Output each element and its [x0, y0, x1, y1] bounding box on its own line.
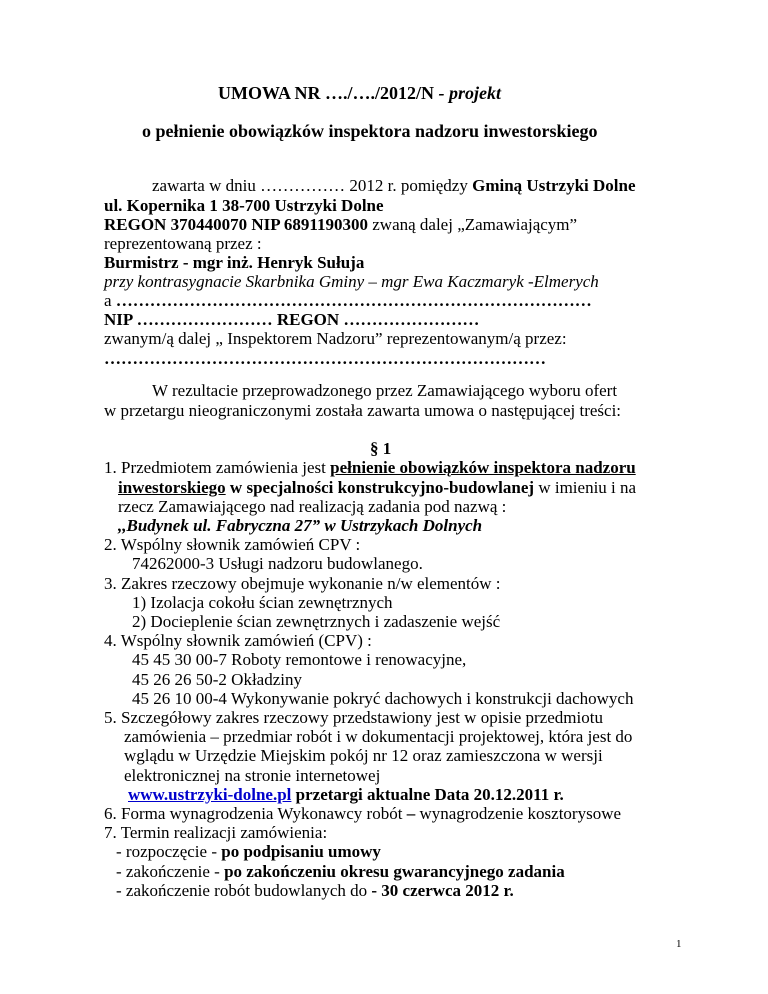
document-title	[218, 83, 501, 103]
subtitle-text: o pełnienie obowiązków inspektora nadzoru inwestorskiego	[142, 121, 598, 141]
cpv-code-2: 45 26 26 50-2 Okładziny	[132, 670, 302, 689]
item-5-line-2: zamówienia – przedmiar robót i w dokumentacji projektowej, która jest do	[124, 727, 633, 746]
website-link[interactable]: www.ustrzyki-dolne.pl	[128, 785, 292, 804]
regon-nip-line	[104, 215, 577, 235]
contractor-line	[104, 291, 592, 311]
contractor-blank: …………………………………………………………………………	[115, 291, 592, 310]
term-start-value: po podpisaniu umowy	[221, 842, 381, 861]
item-1-line-3: rzecz Zamawiającego nad realizacją zadania pod nazwą :	[118, 497, 507, 516]
regon-nip: REGON 370440070 NIP 6891190300	[104, 215, 368, 234]
item-6-dash: –	[406, 804, 416, 823]
document-subtitle	[142, 121, 598, 141]
represented-by: reprezentowaną przez :	[104, 234, 262, 253]
title-suffix: - projekt	[434, 83, 501, 103]
date-line-text: zawarta w dniu …………… 2012 r. pomiędzy	[152, 176, 473, 195]
section-heading-text: § 1	[370, 439, 392, 458]
item-1-line-1	[104, 458, 636, 478]
item-5-line-4: elektronicznej na stronie internetowej	[124, 766, 381, 785]
task-name	[118, 516, 482, 536]
term-end-value: po zakończeniu okresu gwarancyjnego zadania	[224, 862, 565, 881]
countersign-line	[104, 272, 599, 292]
page-number: 1	[676, 938, 682, 950]
item-1-intro: 1. Przedmiotem zamówienia jest	[104, 458, 331, 477]
item-5-line-5	[128, 785, 564, 805]
term-end-label: - zakończenie -	[116, 862, 225, 881]
address-text: ul. Kopernika 1 38-700 Ustrzyki Dolne	[104, 196, 384, 215]
nip-regon-blank	[104, 310, 479, 330]
item-2: 2. Wspólny słownik zamówień CPV :	[104, 535, 361, 554]
representative-blank	[104, 349, 546, 369]
and-text: a	[104, 291, 116, 310]
cpv-code-3: 45 26 10 00-4 Wykonywanie pokryć dachowych i konstrukcji dachowych	[132, 689, 634, 708]
intro-line-1: W rezultacie przeprowadzonego przez Zamawiającego wyboru ofert	[152, 381, 618, 400]
item-6-tail: wynagrodzenie kosztorysowe	[415, 804, 622, 823]
item-1-subject-cont: inwestorskiego	[118, 478, 226, 497]
term-end	[116, 862, 565, 882]
inspector-designation: zwanym/ą dalej „ Inspektorem Nadzoru” reprezentowanym/ą przez:	[104, 329, 567, 348]
item-7: 7. Termin realizacji zamówienia:	[104, 823, 328, 842]
term-start-label: - rozpoczęcie -	[116, 842, 222, 861]
intro-line-2: w przetargu nieograniczonymi została zawarta umowa o następującej treści:	[104, 401, 622, 420]
countersign-text: przy kontrasygnacie Skarbnika Gminy – mgr Ewa Kaczmaryk -Elmerych	[104, 272, 599, 291]
item-3-element-2: 2) Docieplenie ścian zewnętrznych i zadaszenie wejść	[132, 612, 501, 631]
title-main: UMOWA NR …./…./2012/N	[218, 83, 434, 103]
municipality-name: Gminą Ustrzyki Dolne	[472, 176, 636, 195]
item-5-line-3: wglądu w Urzędzie Miejskim pokój nr 12 oraz zamieszczona w wersji	[124, 746, 603, 765]
works-end	[116, 881, 514, 901]
municipality-address	[104, 196, 384, 216]
contract-date-line	[152, 176, 636, 196]
item-1-tail: w imieniu i na	[534, 478, 637, 497]
item-6	[104, 804, 621, 824]
task-name-text: ,,Budynek ul. Fabryczna 27” w Ustrzykach Dolnych	[118, 516, 483, 535]
item-2-code: 74262000-3 Usługi nadzoru budowlanego.	[132, 554, 423, 573]
item-6-pre: 6. Forma wynagrodzenia Wykonawcy robót	[104, 804, 407, 823]
mayor-line	[104, 253, 364, 273]
works-end-label: - zakończenie robót budowlanych do	[116, 881, 372, 900]
item-3-element-1: 1) Izolacja cokołu ścian zewnętrznych	[132, 593, 393, 612]
section-heading	[370, 439, 391, 459]
item-1-subject: pełnienie obowiązków inspektora nadzoru	[330, 458, 636, 477]
works-end-value: - 30 czerwca 2012 r.	[371, 881, 514, 900]
cpv-code-1: 45 45 30 00-7 Roboty remontowe i renowacyjne,	[132, 650, 467, 669]
item-1-specialty: w specjalności konstrukcyjno-budowlanej	[225, 478, 535, 497]
term-start	[116, 842, 381, 862]
client-designation: zwaną dalej „Zamawiającym”	[368, 215, 578, 234]
tender-date: przetargi aktualne Data 20.12.2011 r.	[291, 785, 564, 804]
item-5-line-1: 5. Szczegółowy zakres rzeczowy przedstawiony jest w opisie przedmiotu	[104, 708, 603, 727]
nip-regon-blank-text: NIP …………………… REGON ……………………	[104, 310, 480, 329]
item-4: 4. Wspólny słownik zamówień (CPV) :	[104, 631, 372, 650]
item-1-line-2	[118, 478, 636, 498]
representative-dots: ……………………………………………………………………	[104, 349, 546, 368]
item-3: 3. Zakres rzeczowy obejmuje wykonanie n/w elementów :	[104, 574, 501, 593]
mayor-name: Burmistrz - mgr inż. Henryk Sułuja	[104, 253, 365, 272]
